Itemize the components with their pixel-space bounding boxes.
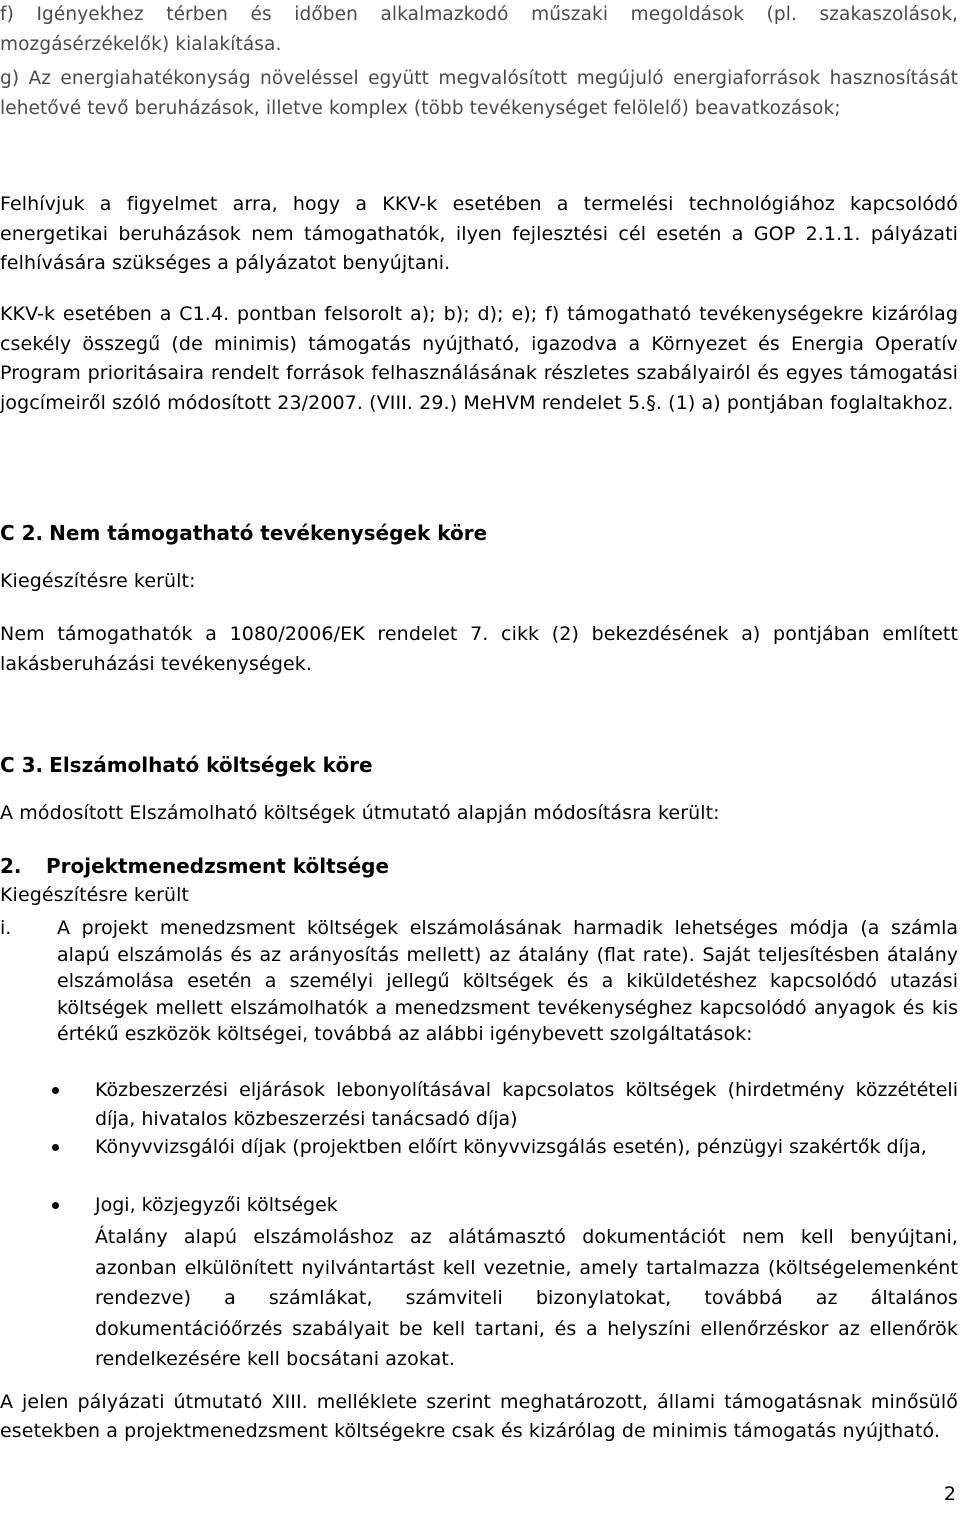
- final-paragraph: [0, 1388, 958, 1446]
- section-c2-heading: [0, 518, 958, 548]
- flat-rate-paragraph: [95, 1222, 958, 1375]
- paragraph-g: [0, 64, 958, 123]
- section-2-title: Projektmenedzsment költsége: [46, 854, 390, 878]
- section-c2-title: Nem támogatható tevékenységek köre: [49, 521, 488, 545]
- paragraph-kkv: [0, 300, 958, 418]
- paragraph-f-text: f) Igényekhez térben és időben alkalmazkodó műszaki megoldások (pl. szakaszolások, mozgásérzékelők) kialakítása.: [0, 4, 958, 55]
- bullet-item-text: Közbeszerzési eljárások lebonyolításával kapcsolatos költségek (hirdetmény közzétételi díja, hivatalos közbeszerzési tanácsadó díja): [95, 1079, 958, 1130]
- paragraph-notice-text: Felhívjuk a figyelmet arra, hogy a KKV-k esetében a termelési technológiához kapcsolódó energetikai beruházások nem támogathatók, ilyen fejlesztési cél esetén a GOP 2.1.1. pályázati felhívására szükséges a pályázatot benyújtani.: [0, 193, 958, 274]
- bullet-icon: [52, 1202, 59, 1209]
- paragraph-kkv-rest: pontban felsorolt a); b); d); e); f) támogatható tevékenységekre kizárólag csekély összegű (de minimis) támogatás nyújtható, igazodva a Környezet és Energia Operatív Program prioritásaira rendelt források felhasználásának részletes szabályairól és egyes támogatási jogcímeiről szóló módosított 23/2007. (VIII. 29.) MeHVM rendelet 5.§. (1) a) pontjában foglaltakhoz.: [0, 303, 958, 414]
- bullet-icon: [52, 1087, 59, 1094]
- roman-list-marker: i.: [0, 917, 12, 939]
- final-paragraph-text: A jelen pályázati útmutató XIII. melléklete szerint meghatározott, állami támogatásnak minősülő esetekben a projektmenedzsment költségekre csak és kizárólag de minimis támogatás nyújtható.: [0, 1391, 958, 1442]
- roman-list-item-text: A projekt menedzsment költségek elszámolásának harmadik lehetséges módja (a számla alapú elszámolás és az arányosítás mellett) az átalány (flat rate). Saját teljesítésben átalány elszámolása esetén a személyi jellegű költségek és a kiküldetéshez kapcsolódó utazási költségek mellett elszámolhatók a menedzsment tevékenységhez kapcsolódó anyagok és kis értékű eszközök költségei, továbbá az alábbi igénybevett szolgáltatások:: [57, 917, 958, 1045]
- section-2-intro: [0, 881, 958, 911]
- bullet-item-text: Könyvvizsgálói díjak (projektben előírt könyvvizsgálás esetén), pénzügyi szakértők díja,: [95, 1136, 927, 1158]
- bullet-item-audit: [0, 1133, 958, 1162]
- paragraph-kkv-label: KKV-k esetében a C1.4.: [0, 303, 230, 325]
- section-c2-number: C 2.: [0, 521, 44, 545]
- bullet-item-text: Jogi, közjegyzői költségek: [95, 1194, 338, 1216]
- paragraph-kkv-text: [0, 300, 958, 418]
- section-c2-intro-text: Kiegészítésre került:: [0, 570, 196, 592]
- page-number: 2: [943, 1483, 956, 1505]
- section-c3-number: C 3.: [0, 753, 44, 777]
- bullet-icon: [52, 1144, 59, 1151]
- flat-rate-paragraph-text: Átalány alapú elszámoláshoz az alátámasztó dokumentációt nem kell benyújtani, azonban elkülönített nyilvántartást kell vezetnie, amely tartalmazza (költségelemenként rendezve) a számlákat, számviteli bizonylatokat, továbbá az általános dokumentációőrzés szabályait be kell tartani, és a helyszíni ellenőrzéskor az ellenőrök rendelkezésére kell bocsátani azokat.: [95, 1226, 958, 1370]
- paragraph-notice: [0, 190, 958, 279]
- section-2-number: 2.: [0, 854, 22, 878]
- bullet-item-legal: [0, 1191, 958, 1220]
- paragraph-g-text: g) Az energiahatékonyság növeléssel együtt megvalósított megújuló energiaforrások hasznosítását lehetővé tevő beruházások, illetve komplex (több tevékenységet felölelő) beavatkozások;: [0, 68, 958, 119]
- section-c2-intro: [0, 567, 958, 597]
- section-2-heading: [0, 851, 958, 881]
- section-c2-body-text: Nem támogathatók a 1080/2006/EK rendelet 7. cikk (2) bekezdésének a) pontjában említett lakásberuházási tevékenységek.: [0, 623, 958, 675]
- bullet-item-procurement: [0, 1076, 958, 1134]
- paragraph-f: [0, 0, 958, 59]
- section-c3-heading: [0, 750, 958, 780]
- roman-list-item: [0, 915, 958, 1048]
- section-c2-body: [0, 620, 958, 679]
- section-c3-title: Elszámolható költségek köre: [49, 753, 373, 777]
- section-c3-intro: [0, 799, 958, 829]
- section-2-intro-text: Kiegészítésre került: [0, 884, 190, 906]
- section-c3-intro-text: A módosított Elszámolható költségek útmutató alapján módosításra került:: [0, 802, 720, 824]
